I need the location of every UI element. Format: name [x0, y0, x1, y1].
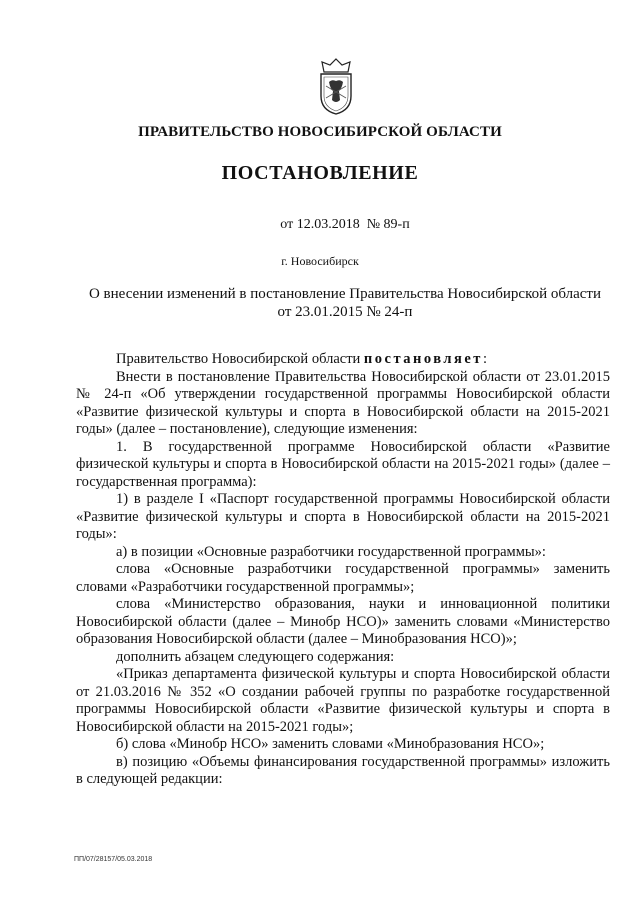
paragraph: Внести в постановление Правительства Новосибирской области от 23.01.2015 № 24-п «Об утверждении государственной программы Новосибирской области «Развитие физической культуры и спорта в Новосибирской области на 2015-2021 годы» (далее – постановление), следующие изменения:: [76, 368, 610, 437]
paragraph: слова «Министерство образования, науки и инновационной политики Новосибирской области (далее – Минобр НСО)» заменить словами «Министерство образования Новосибирской области (далее – Минобразования НСО)»;: [76, 596, 610, 647]
document-type: ПОСТАНОВЛЕНИЕ: [221, 162, 419, 184]
document-subject: [60, 285, 630, 321]
paragraph: «Приказ департамента физической культуры и спорта Новосибирской области от 21.03.2016 № 352 «О создании рабочей группы по разработке государственной программы Новосибирской области «Развитие физической культуры и спорта в Новосибирской области на 2015-2021 годы»;: [76, 666, 610, 735]
paragraph: слова «Основные разработчики государственной программы» заменить словами «Разработчики государственной программы»;: [76, 561, 610, 595]
paragraph: 1. В государственной программе Новосибирской области «Развитие физической культуры и спорта в Новосибирской области на 2015-2021 годы» (далее – государственная программа):: [76, 438, 610, 490]
intro-colon: :: [482, 351, 487, 367]
document-body: [76, 351, 610, 789]
document-date-number: от 12.03.2018 № 89-п: [280, 217, 410, 232]
document-city: г. Новосибирск: [281, 254, 359, 268]
paragraph: б) слова «Минобр НСО» заменить словами «Минобразования НСО»;: [116, 736, 545, 752]
paragraph: 1) в разделе I «Паспорт государственной программы Новосибирской области «Развитие физической культуры и спорта в Новосибирской области на 2015-2021 годы»:: [76, 491, 610, 542]
novosibirsk-coat-of-arms-icon: [316, 58, 356, 116]
paragraph: дополнить абзацем следующего содержания:: [116, 648, 395, 665]
paragraph: в) позицию «Объемы финансирования государственной программы» изложить в следующей редакции:: [76, 753, 610, 787]
resolution-intro: [76, 351, 610, 369]
intro-text: Правительство Новосибирской области: [116, 351, 364, 367]
subject-line-2: от 23.01.2015 № 24-п: [277, 304, 413, 320]
organization-name: ПРАВИТЕЛЬСТВО НОВОСИБИРСКОЙ ОБЛАСТИ: [138, 124, 502, 140]
paragraph: а) в позиции «Основные разработчики государственной программы»:: [116, 543, 546, 560]
subject-line-1: О внесении изменений в постановление Правительства Новосибирской области: [88, 286, 602, 302]
resolves-word: постановляет: [363, 351, 483, 367]
footer-document-code: ПП/07/28157/05.03.2018: [74, 856, 153, 863]
